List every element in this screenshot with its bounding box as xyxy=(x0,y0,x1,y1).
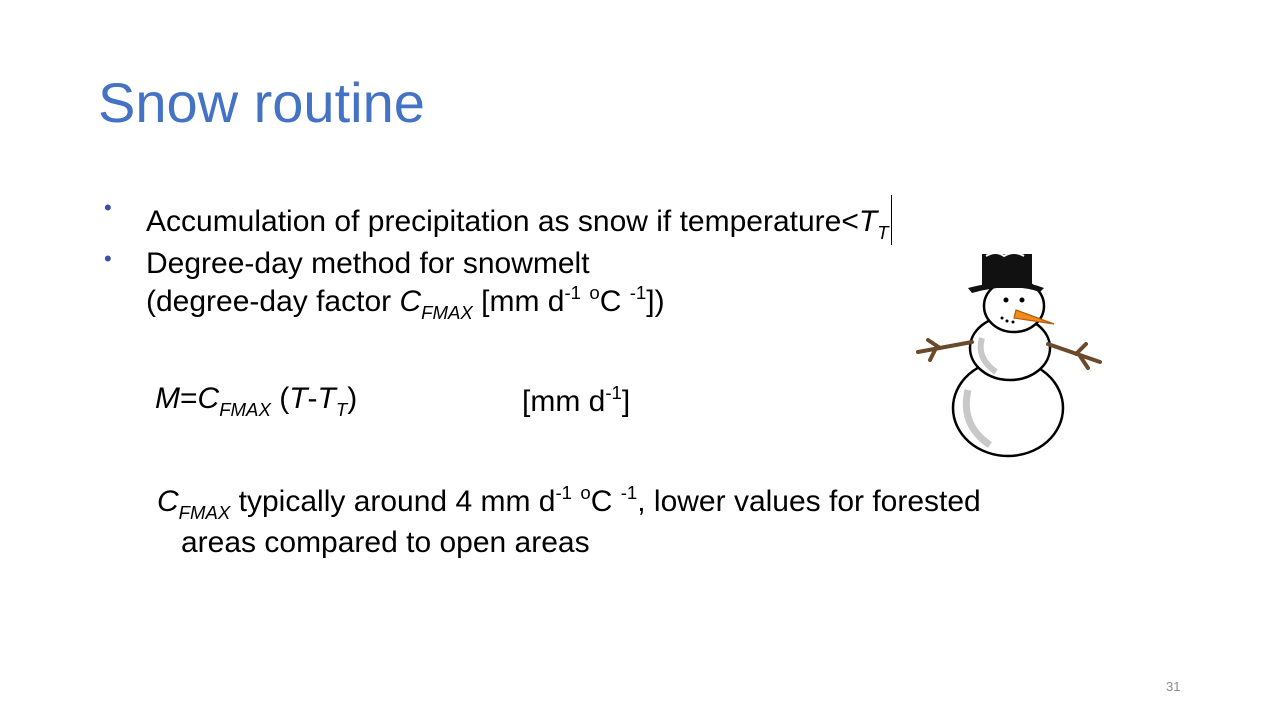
symbol-c-subscript: FMAX xyxy=(421,302,473,323)
slide-number: 31 xyxy=(1166,679,1181,694)
bullet-line-1: Degree-day method for snowmelt xyxy=(146,247,590,280)
degree-superscript: o xyxy=(589,282,600,303)
symbol-c: C xyxy=(399,285,422,318)
note-text: C xyxy=(590,485,621,518)
symbol-t: T xyxy=(289,382,308,415)
symbol-t-subscript: T xyxy=(877,222,889,243)
slide-title: Snow routine xyxy=(98,71,425,134)
symbol-c: C xyxy=(197,382,220,415)
bullet-dot: • xyxy=(104,195,112,220)
superscript: -1 xyxy=(564,282,582,303)
text-part: ]) xyxy=(646,285,665,318)
note-text: typically around 4 mm d xyxy=(230,485,556,518)
text-part: [mm d xyxy=(472,285,565,318)
symbol-tt: T xyxy=(317,382,336,415)
superscript: -1 xyxy=(555,482,573,503)
formula-unit xyxy=(522,382,630,419)
bullet-text xyxy=(146,195,892,245)
minus-sign: - xyxy=(307,382,318,415)
note-line-2: areas compared to open areas xyxy=(181,525,590,559)
symbol-m: M xyxy=(155,382,180,415)
superscript: -1 xyxy=(629,282,647,303)
superscript: -1 xyxy=(620,482,638,503)
symbol-t: T xyxy=(858,205,878,238)
text-cursor xyxy=(891,195,892,245)
unit-text: ] xyxy=(621,385,631,418)
cfmax-note xyxy=(157,482,981,561)
equals-sign: = xyxy=(180,382,198,415)
bullet-text-part: Accumulation of precipitation as snow if temperature< xyxy=(146,205,859,238)
paren-close: ) xyxy=(347,382,358,415)
melt-formula xyxy=(155,382,357,421)
bullet-line-2 xyxy=(146,282,665,324)
unit-text: [mm d xyxy=(522,385,606,418)
text-part: C xyxy=(599,285,630,318)
unit-superscript: -1 xyxy=(605,382,622,403)
symbol-c: C xyxy=(157,485,179,518)
symbol-tt-subscript: T xyxy=(335,399,348,420)
snowman-illustration xyxy=(910,240,1110,465)
bullet-dot: • xyxy=(104,246,112,271)
note-text: , lower values for forested xyxy=(637,485,981,518)
degree-superscript: o xyxy=(580,482,591,503)
text-part: (degree-day factor xyxy=(146,285,400,318)
symbol-c-subscript: FMAX xyxy=(219,399,271,420)
paren-open: ( xyxy=(270,382,290,415)
symbol-c-subscript: FMAX xyxy=(178,502,231,523)
bullet-text xyxy=(146,246,665,324)
